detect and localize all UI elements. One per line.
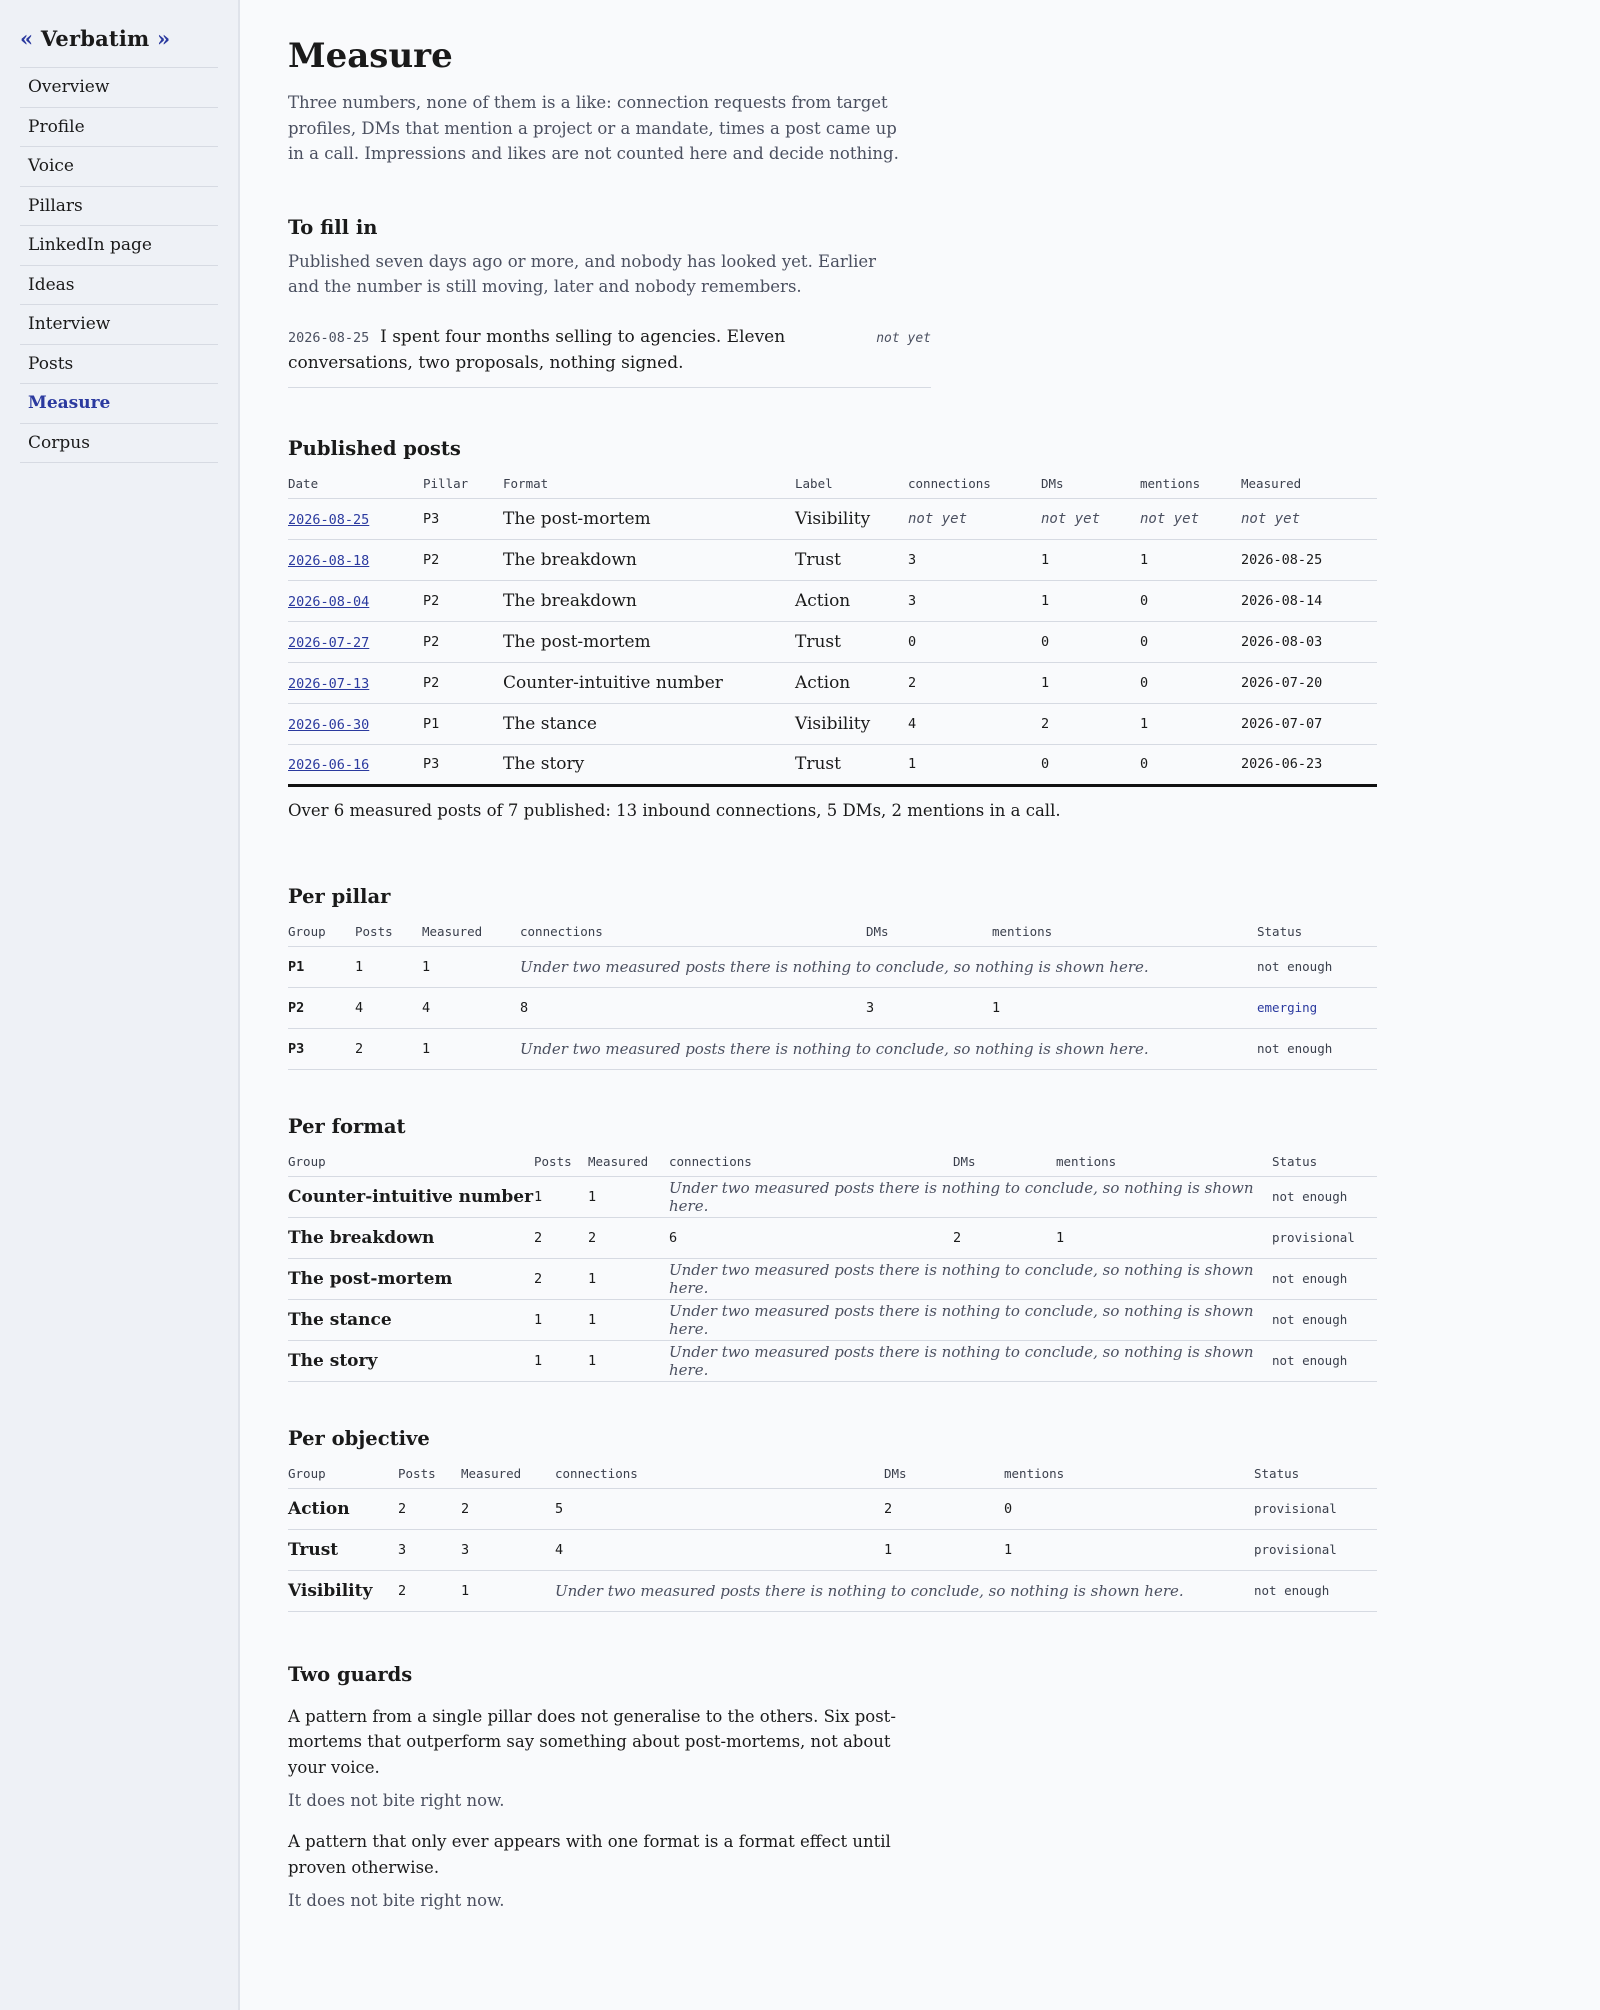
group-name: P1 bbox=[288, 946, 355, 987]
column-header: DMs bbox=[1041, 476, 1140, 499]
sidebar-item-profile[interactable]: Profile bbox=[20, 108, 218, 148]
sidebar-item-measure[interactable]: Measure bbox=[20, 384, 218, 424]
published-posts-table bbox=[288, 476, 1377, 787]
column-header: Measured bbox=[422, 924, 520, 947]
guard-2-status: It does not bite right now. bbox=[288, 1891, 505, 1910]
insufficient-note: Under two measured posts there is nothing to conclude, so nothing is shown here. bbox=[669, 1176, 1272, 1217]
published-posts-section bbox=[288, 436, 1378, 820]
group-name: The story bbox=[288, 1340, 534, 1381]
post-connections: 2 bbox=[908, 662, 1041, 703]
group-dms: 1 bbox=[884, 1529, 1004, 1570]
group-name: The post-mortem bbox=[288, 1258, 534, 1299]
post-date-cell bbox=[288, 498, 423, 539]
group-connections: 8 bbox=[520, 987, 866, 1028]
column-header: Posts bbox=[355, 924, 422, 947]
group-measured: 2 bbox=[461, 1488, 555, 1529]
group-measured: 1 bbox=[588, 1340, 669, 1381]
column-header: Group bbox=[288, 1466, 398, 1489]
column-header: Measured bbox=[1241, 476, 1377, 499]
sidebar bbox=[0, 0, 240, 2010]
group-connections: 6 bbox=[669, 1217, 953, 1258]
post-dms: not yet bbox=[1041, 498, 1140, 539]
group-posts: 1 bbox=[534, 1340, 588, 1381]
per-objective-heading: Per objective bbox=[288, 1426, 430, 1450]
main-content bbox=[288, 0, 1378, 1913]
post-date-cell bbox=[288, 662, 423, 703]
table-row[interactable] bbox=[288, 1176, 1377, 1217]
post-connections: 1 bbox=[908, 744, 1041, 785]
post-dms: 0 bbox=[1041, 621, 1140, 662]
status-badge: not enough bbox=[1257, 946, 1377, 987]
group-posts: 1 bbox=[534, 1299, 588, 1340]
post-format: The story bbox=[503, 744, 795, 785]
post-measured: 2026-07-07 bbox=[1241, 703, 1377, 744]
table-row[interactable] bbox=[288, 1570, 1377, 1611]
post-format: Counter-intuitive number bbox=[503, 662, 795, 703]
insufficient-note: Under two measured posts there is nothing to conclude, so nothing is shown here. bbox=[555, 1570, 1254, 1611]
post-pillar: P2 bbox=[423, 662, 503, 703]
post-label: Action bbox=[795, 580, 908, 621]
group-name: Trust bbox=[288, 1529, 398, 1570]
table-row[interactable] bbox=[288, 1258, 1377, 1299]
table-row[interactable] bbox=[288, 1028, 1377, 1069]
table-row[interactable] bbox=[288, 987, 1377, 1028]
column-header: Posts bbox=[534, 1154, 588, 1177]
to-fill-heading: To fill in bbox=[288, 215, 378, 239]
table-row[interactable] bbox=[288, 1488, 1377, 1529]
group-measured: 1 bbox=[588, 1176, 669, 1217]
table-row[interactable] bbox=[288, 621, 1377, 662]
table-row[interactable] bbox=[288, 703, 1377, 744]
group-connections: 4 bbox=[555, 1529, 884, 1570]
post-date-link[interactable]: 2026-06-16 bbox=[288, 757, 370, 773]
post-connections: 0 bbox=[908, 621, 1041, 662]
table-row[interactable] bbox=[288, 1299, 1377, 1340]
post-format: The stance bbox=[503, 703, 795, 744]
insufficient-note: Under two measured posts there is nothing to conclude, so nothing is shown here. bbox=[669, 1299, 1272, 1340]
status-badge: not enough bbox=[1272, 1340, 1377, 1381]
post-pillar: P3 bbox=[423, 498, 503, 539]
insufficient-note: Under two measured posts there is nothing to conclude, so nothing is shown here. bbox=[520, 1028, 1257, 1069]
brand-logo[interactable] bbox=[20, 26, 218, 51]
post-mentions: 0 bbox=[1140, 744, 1241, 785]
post-pillar: P2 bbox=[423, 580, 503, 621]
group-posts: 1 bbox=[355, 946, 422, 987]
post-measured: 2026-08-03 bbox=[1241, 621, 1377, 662]
column-header: Measured bbox=[588, 1154, 669, 1177]
post-measured: not yet bbox=[1241, 498, 1377, 539]
group-name: Visibility bbox=[288, 1570, 398, 1611]
post-dms: 1 bbox=[1041, 662, 1140, 703]
sidebar-item-ideas[interactable]: Ideas bbox=[20, 266, 218, 306]
column-header: DMs bbox=[866, 924, 992, 947]
post-mentions: 0 bbox=[1140, 621, 1241, 662]
group-measured: 1 bbox=[461, 1570, 555, 1611]
post-mentions: 1 bbox=[1140, 703, 1241, 744]
page-lede: Three numbers, none of them is a like: connection requests from target profiles, DMs that mention a project or a mandate, times a post came up in a call. Impressions and likes are not counted here and decide nothing. bbox=[288, 93, 899, 163]
post-date-link[interactable]: 2026-08-18 bbox=[288, 552, 370, 569]
per-pillar-section bbox=[288, 884, 1378, 1070]
group-posts: 4 bbox=[355, 987, 422, 1028]
group-dms: 2 bbox=[953, 1217, 1056, 1258]
post-connections: not yet bbox=[908, 498, 1041, 539]
column-header: connections bbox=[555, 1466, 884, 1489]
group-measured: 3 bbox=[461, 1529, 555, 1570]
group-mentions: 0 bbox=[1004, 1488, 1254, 1529]
group-header-row bbox=[288, 1154, 1377, 1177]
group-posts: 2 bbox=[534, 1217, 588, 1258]
to-fill-date: 2026-08-25 bbox=[288, 329, 370, 346]
table-row[interactable] bbox=[288, 539, 1377, 580]
group-posts: 3 bbox=[398, 1529, 461, 1570]
post-date-cell bbox=[288, 703, 423, 744]
post-format: The post-mortem bbox=[503, 498, 795, 539]
post-pillar: P2 bbox=[423, 621, 503, 662]
status-badge: not enough bbox=[1272, 1176, 1377, 1217]
group-header-row bbox=[288, 1466, 1377, 1489]
post-label: Trust bbox=[795, 621, 908, 662]
sidebar-item-voice[interactable]: Voice bbox=[20, 147, 218, 187]
post-date-cell bbox=[288, 744, 423, 785]
post-connections: 3 bbox=[908, 580, 1041, 621]
group-mentions: 1 bbox=[1056, 1217, 1272, 1258]
to-fill-description: Published seven days ago or more, and nobody has looked yet. Earlier and the number is still moving, later and nobody remembers. bbox=[288, 251, 877, 296]
two-guards-section bbox=[288, 1662, 928, 1914]
post-format: The breakdown bbox=[503, 580, 795, 621]
column-header: Label bbox=[795, 476, 908, 499]
post-pillar: P1 bbox=[423, 703, 503, 744]
post-date-link[interactable]: 2026-06-30 bbox=[288, 716, 370, 733]
per-objective-table bbox=[288, 1466, 1377, 1612]
post-date-link[interactable]: 2026-08-25 bbox=[288, 511, 370, 528]
to-fill-text: I spent four months selling to agencies. Eleven conversations, two proposals, nothing signed. bbox=[288, 326, 786, 373]
guard-1-status: It does not bite right now. bbox=[288, 1791, 505, 1810]
table-row[interactable] bbox=[288, 1217, 1377, 1258]
group-mentions: 1 bbox=[1004, 1529, 1254, 1570]
to-fill-item[interactable] bbox=[288, 325, 931, 388]
brand-name: Verbatim bbox=[40, 26, 150, 51]
group-posts: 1 bbox=[534, 1176, 588, 1217]
post-date-link[interactable]: 2026-08-04 bbox=[288, 593, 370, 610]
insufficient-note: Under two measured posts there is nothing to conclude, so nothing is shown here. bbox=[669, 1258, 1272, 1299]
group-name: P3 bbox=[288, 1028, 355, 1069]
guard-1-text: A pattern from a single pillar does not generalise to the others. Six post-mortems that outperform say something about post-mortems, not about your voice. bbox=[288, 1706, 896, 1777]
per-pillar-table bbox=[288, 924, 1377, 1070]
column-header: mentions bbox=[1140, 476, 1241, 499]
table-row[interactable] bbox=[288, 1340, 1377, 1381]
sidebar-item-pillars[interactable]: Pillars bbox=[20, 187, 218, 227]
post-label: Visibility bbox=[795, 498, 908, 539]
sidebar-item-corpus[interactable]: Corpus bbox=[20, 424, 218, 464]
post-date-cell bbox=[288, 539, 423, 580]
guard-2-text: A pattern that only ever appears with one format is a format effect until proven otherwise. bbox=[288, 1832, 891, 1877]
two-guards-heading: Two guards bbox=[288, 1662, 413, 1686]
column-header: Status bbox=[1272, 1154, 1377, 1177]
post-dms: 1 bbox=[1041, 580, 1140, 621]
column-header: Pillar bbox=[423, 476, 503, 499]
per-objective-section bbox=[288, 1426, 1378, 1612]
insufficient-note: Under two measured posts there is nothing to conclude, so nothing is shown here. bbox=[520, 946, 1257, 987]
post-pillar: P2 bbox=[423, 539, 503, 580]
per-format-table bbox=[288, 1154, 1377, 1382]
column-header: Group bbox=[288, 924, 355, 947]
per-format-heading: Per format bbox=[288, 1114, 406, 1138]
group-posts: 2 bbox=[534, 1258, 588, 1299]
column-header: DMs bbox=[953, 1154, 1056, 1177]
column-header: Status bbox=[1254, 1466, 1377, 1489]
post-dms: 0 bbox=[1041, 744, 1140, 785]
group-mentions: 1 bbox=[992, 987, 1257, 1028]
post-connections: 3 bbox=[908, 539, 1041, 580]
post-date-cell bbox=[288, 580, 423, 621]
post-mentions: 0 bbox=[1140, 662, 1241, 703]
insufficient-note: Under two measured posts there is nothing to conclude, so nothing is shown here. bbox=[669, 1340, 1272, 1381]
post-date-link[interactable]: 2026-07-13 bbox=[288, 675, 370, 692]
table-row[interactable] bbox=[288, 662, 1377, 703]
column-header: DMs bbox=[884, 1466, 1004, 1489]
column-header: connections bbox=[908, 476, 1041, 499]
post-label: Trust bbox=[795, 744, 908, 785]
status-badge: not enough bbox=[1257, 1028, 1377, 1069]
post-pillar: P3 bbox=[423, 744, 503, 785]
group-name: The stance bbox=[288, 1299, 534, 1340]
group-measured: 1 bbox=[588, 1258, 669, 1299]
post-measured: 2026-07-20 bbox=[1241, 662, 1377, 703]
group-name: Counter-intuitive number bbox=[288, 1176, 534, 1217]
group-name: P2 bbox=[288, 987, 355, 1028]
status-badge: provisional bbox=[1254, 1488, 1377, 1529]
column-header: Posts bbox=[398, 1466, 461, 1489]
post-mentions: not yet bbox=[1140, 498, 1241, 539]
group-posts: 2 bbox=[355, 1028, 422, 1069]
column-header: mentions bbox=[1004, 1466, 1254, 1489]
column-header: mentions bbox=[1056, 1154, 1272, 1177]
column-header: Date bbox=[288, 476, 423, 499]
post-measured: 2026-08-25 bbox=[1241, 539, 1377, 580]
column-header: Group bbox=[288, 1154, 534, 1177]
to-fill-section bbox=[288, 215, 1378, 388]
brand-left-guillemet: « bbox=[20, 26, 34, 51]
group-dms: 2 bbox=[884, 1488, 1004, 1529]
sidebar-item-interview[interactable]: Interview bbox=[20, 305, 218, 345]
group-measured: 1 bbox=[422, 1028, 520, 1069]
group-posts: 2 bbox=[398, 1570, 461, 1611]
post-mentions: 1 bbox=[1140, 539, 1241, 580]
group-connections: 5 bbox=[555, 1488, 884, 1529]
column-header: Measured bbox=[461, 1466, 555, 1489]
column-header: Format bbox=[503, 476, 795, 499]
group-measured: 4 bbox=[422, 987, 520, 1028]
group-header-row bbox=[288, 924, 1377, 947]
post-measured: 2026-06-23 bbox=[1241, 744, 1377, 785]
column-header: connections bbox=[520, 924, 866, 947]
sidebar-item-overview[interactable]: Overview bbox=[20, 68, 218, 108]
post-label: Trust bbox=[795, 539, 908, 580]
group-dms: 3 bbox=[866, 987, 992, 1028]
group-name: Action bbox=[288, 1488, 398, 1529]
published-posts-header-row bbox=[288, 476, 1377, 499]
status-badge: not enough bbox=[1254, 1570, 1377, 1611]
table-row[interactable] bbox=[288, 744, 1377, 785]
group-measured: 2 bbox=[588, 1217, 669, 1258]
group-measured: 1 bbox=[422, 946, 520, 987]
post-mentions: 0 bbox=[1140, 580, 1241, 621]
sidebar-item-linkedin-page[interactable]: LinkedIn page bbox=[20, 226, 218, 266]
group-posts: 2 bbox=[398, 1488, 461, 1529]
sidebar-nav bbox=[20, 67, 218, 463]
sidebar-item-posts[interactable]: Posts bbox=[20, 345, 218, 385]
to-fill-status: not yet bbox=[876, 330, 931, 346]
brand-right-guillemet: » bbox=[156, 26, 171, 51]
group-measured: 1 bbox=[588, 1299, 669, 1340]
column-header: mentions bbox=[992, 924, 1257, 947]
post-format: The post-mortem bbox=[503, 621, 795, 662]
table-row[interactable] bbox=[288, 580, 1377, 621]
table-row[interactable] bbox=[288, 1529, 1377, 1570]
published-posts-heading: Published posts bbox=[288, 436, 461, 460]
post-label: Action bbox=[795, 662, 908, 703]
column-header: Status bbox=[1257, 924, 1377, 947]
post-label: Visibility bbox=[795, 703, 908, 744]
status-badge: not enough bbox=[1272, 1258, 1377, 1299]
published-summary: Over 6 measured posts of 7 published: 13 inbound connections, 5 DMs, 2 mentions in a call. bbox=[288, 800, 1061, 820]
table-row[interactable] bbox=[288, 946, 1377, 987]
post-dms: 1 bbox=[1041, 539, 1140, 580]
status-badge: provisional bbox=[1272, 1217, 1377, 1258]
status-badge: emerging bbox=[1257, 987, 1377, 1028]
per-format-section bbox=[288, 1114, 1378, 1382]
table-row[interactable] bbox=[288, 498, 1377, 539]
post-connections: 4 bbox=[908, 703, 1041, 744]
per-pillar-heading: Per pillar bbox=[288, 884, 391, 908]
status-badge: provisional bbox=[1254, 1529, 1377, 1570]
post-dms: 2 bbox=[1041, 703, 1140, 744]
post-format: The breakdown bbox=[503, 539, 795, 580]
post-measured: 2026-08-14 bbox=[1241, 580, 1377, 621]
post-date-cell bbox=[288, 621, 423, 662]
column-header: connections bbox=[669, 1154, 953, 1177]
group-name: The breakdown bbox=[288, 1217, 534, 1258]
post-date-link[interactable]: 2026-07-27 bbox=[288, 634, 370, 651]
status-badge: not enough bbox=[1272, 1299, 1377, 1340]
page-title: Measure bbox=[288, 36, 453, 76]
